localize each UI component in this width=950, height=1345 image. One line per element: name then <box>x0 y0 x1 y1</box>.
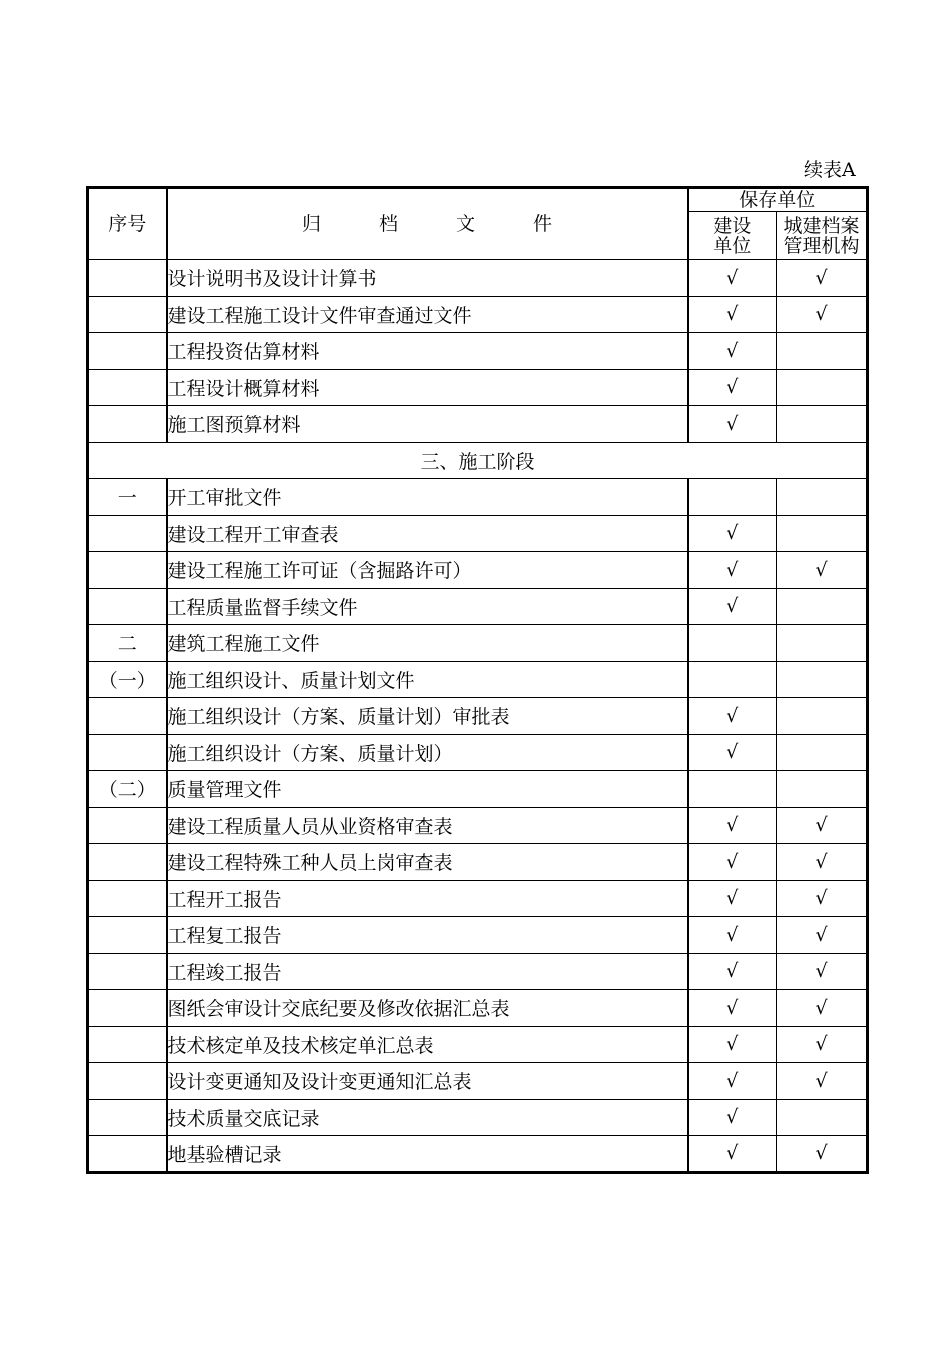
serial-number-cell <box>88 953 167 990</box>
document-name-cell: 建设工程特殊工种人员上岗审查表 <box>167 844 688 881</box>
construction-unit-mark: √ <box>688 333 777 370</box>
construction-unit-mark <box>688 771 777 808</box>
archives-agency-mark <box>777 515 868 552</box>
archives-agency-mark <box>777 771 868 808</box>
header-construction-unit: 建设单位 <box>688 212 777 260</box>
archives-agency-mark <box>777 333 868 370</box>
table-row <box>88 1136 868 1173</box>
construction-unit-mark: √ <box>688 552 777 589</box>
table-row <box>88 990 868 1027</box>
table-row <box>88 333 868 370</box>
document-name-cell: 建设工程施工许可证（含掘路许可） <box>167 552 688 589</box>
header-serial-number: 序号 <box>88 188 167 260</box>
construction-unit-mark <box>688 479 777 516</box>
table-row <box>88 588 868 625</box>
archives-agency-mark <box>777 625 868 662</box>
construction-unit-mark: √ <box>688 1099 777 1136</box>
section-row <box>88 442 868 479</box>
document-name-cell: 施工图预算材料 <box>167 406 688 443</box>
construction-unit-mark: √ <box>688 406 777 443</box>
construction-unit-mark: √ <box>688 1063 777 1100</box>
archives-agency-mark <box>777 479 868 516</box>
document-name-cell: 建设工程开工审查表 <box>167 515 688 552</box>
archives-agency-mark: √ <box>777 807 868 844</box>
serial-number-cell <box>88 1026 167 1063</box>
serial-number-cell <box>88 296 167 333</box>
table-row <box>88 625 868 662</box>
table-row <box>88 880 868 917</box>
header-storage-unit: 保存单位 <box>688 188 868 212</box>
document-name-cell: 工程投资估算材料 <box>167 333 688 370</box>
document-name-cell: 工程质量监督手续文件 <box>167 588 688 625</box>
archives-agency-mark <box>777 734 868 771</box>
archives-agency-mark: √ <box>777 260 868 297</box>
document-name-cell: 质量管理文件 <box>167 771 688 808</box>
table-row <box>88 661 868 698</box>
construction-unit-mark: √ <box>688 698 777 735</box>
construction-unit-mark: √ <box>688 917 777 954</box>
construction-unit-mark: √ <box>688 953 777 990</box>
document-name-cell: 施工组织设计（方案、质量计划）审批表 <box>167 698 688 735</box>
table-row <box>88 296 868 333</box>
document-name-cell: 开工审批文件 <box>167 479 688 516</box>
serial-number-cell <box>88 1063 167 1100</box>
construction-unit-mark: √ <box>688 515 777 552</box>
construction-unit-mark: √ <box>688 807 777 844</box>
table-row <box>88 807 868 844</box>
header-urban-archives-agency: 城建档案管理机构 <box>777 212 868 260</box>
document-name-cell: 技术核定单及技术核定单汇总表 <box>167 1026 688 1063</box>
table-row <box>88 917 868 954</box>
serial-number-cell <box>88 333 167 370</box>
construction-unit-mark: √ <box>688 1136 777 1173</box>
archives-agency-mark: √ <box>777 296 868 333</box>
serial-number-cell <box>88 552 167 589</box>
archives-agency-mark <box>777 369 868 406</box>
document-name-cell: 工程复工报告 <box>167 917 688 954</box>
document-name-cell: 设计变更通知及设计变更通知汇总表 <box>167 1063 688 1100</box>
serial-number-cell <box>88 844 167 881</box>
archive-table <box>86 186 869 1174</box>
document-name-cell: 建设工程施工设计文件审查通过文件 <box>167 296 688 333</box>
serial-number-cell: 一 <box>88 479 167 516</box>
serial-number-cell <box>88 807 167 844</box>
construction-unit-mark: √ <box>688 990 777 1027</box>
construction-unit-mark: √ <box>688 844 777 881</box>
construction-unit-mark: √ <box>688 880 777 917</box>
document-name-cell: 建设工程质量人员从业资格审查表 <box>167 807 688 844</box>
archives-agency-mark: √ <box>777 1026 868 1063</box>
serial-number-cell <box>88 260 167 297</box>
serial-number-cell: （二） <box>88 771 167 808</box>
serial-number-cell <box>88 1136 167 1173</box>
archives-agency-mark <box>777 1099 868 1136</box>
archives-agency-mark <box>777 588 868 625</box>
document-name-cell: 图纸会审设计交底纪要及修改依据汇总表 <box>167 990 688 1027</box>
table-row <box>88 515 868 552</box>
table-caption: 续表A <box>804 159 856 181</box>
serial-number-cell <box>88 880 167 917</box>
construction-unit-mark: √ <box>688 734 777 771</box>
document-name-cell: 设计说明书及设计计算书 <box>167 260 688 297</box>
document-name-cell: 建筑工程施工文件 <box>167 625 688 662</box>
archives-agency-mark: √ <box>777 990 868 1027</box>
header-archived-documents: 归 档 文 件 <box>167 188 688 260</box>
archives-agency-mark: √ <box>777 1136 868 1173</box>
section-title: 三、施工阶段 <box>88 442 868 479</box>
document-name-cell: 工程开工报告 <box>167 880 688 917</box>
document-name-cell: 工程设计概算材料 <box>167 369 688 406</box>
document-name-cell: 施工组织设计（方案、质量计划） <box>167 734 688 771</box>
document-name-cell: 地基验槽记录 <box>167 1136 688 1173</box>
construction-unit-mark: √ <box>688 1026 777 1063</box>
serial-number-cell <box>88 698 167 735</box>
table-row <box>88 734 868 771</box>
archives-agency-mark: √ <box>777 880 868 917</box>
table-row <box>88 698 868 735</box>
serial-number-cell <box>88 406 167 443</box>
archives-agency-mark: √ <box>777 552 868 589</box>
table-row <box>88 406 868 443</box>
serial-number-cell <box>88 1099 167 1136</box>
serial-number-cell <box>88 515 167 552</box>
archives-agency-mark: √ <box>777 844 868 881</box>
document-name-cell: 工程竣工报告 <box>167 953 688 990</box>
serial-number-cell <box>88 734 167 771</box>
serial-number-cell <box>88 369 167 406</box>
serial-number-cell: 二 <box>88 625 167 662</box>
table-row <box>88 552 868 589</box>
construction-unit-mark: √ <box>688 369 777 406</box>
document-name-cell: 施工组织设计、质量计划文件 <box>167 661 688 698</box>
archives-agency-mark: √ <box>777 1063 868 1100</box>
construction-unit-mark: √ <box>688 588 777 625</box>
serial-number-cell <box>88 917 167 954</box>
archives-agency-mark: √ <box>777 917 868 954</box>
construction-unit-mark: √ <box>688 296 777 333</box>
archives-agency-mark <box>777 698 868 735</box>
serial-number-cell: （一） <box>88 661 167 698</box>
table-row <box>88 479 868 516</box>
serial-number-cell <box>88 588 167 625</box>
construction-unit-mark: √ <box>688 260 777 297</box>
table-row <box>88 1026 868 1063</box>
table-row <box>88 771 868 808</box>
construction-unit-mark <box>688 661 777 698</box>
archives-agency-mark <box>777 406 868 443</box>
table-row <box>88 260 868 297</box>
document-name-cell: 技术质量交底记录 <box>167 1099 688 1136</box>
table-row <box>88 1063 868 1100</box>
serial-number-cell <box>88 990 167 1027</box>
table-row <box>88 369 868 406</box>
table-row <box>88 844 868 881</box>
archives-agency-mark <box>777 661 868 698</box>
archives-agency-mark: √ <box>777 953 868 990</box>
construction-unit-mark <box>688 625 777 662</box>
table-row <box>88 953 868 990</box>
table-row <box>88 1099 868 1136</box>
